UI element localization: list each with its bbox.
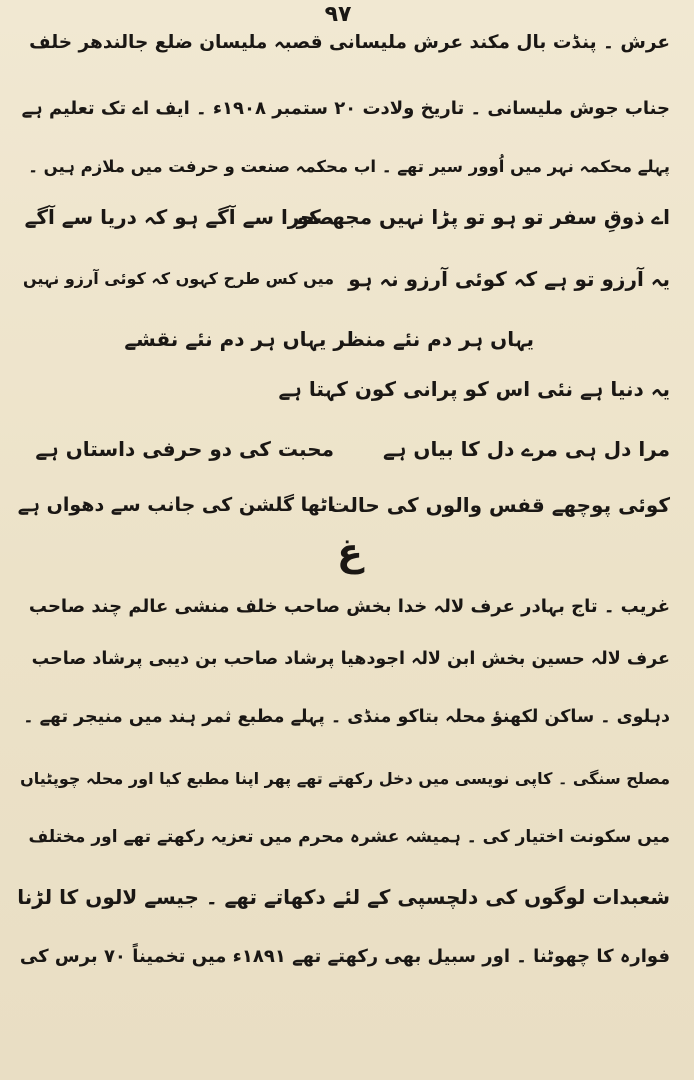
entry-line: جناب جوش ملیسانی ۔ تاریخ ولادت ۲۰ ستمبر ۱۹۰۸ء ۔ ایف اے تک تعلیم ہے (21, 98, 670, 119)
entry-line: میں سکونت اختیار کی ۔ ہمیشہ عشرہ محرم میں تعزیہ رکھتے تھے اور مختلف (28, 827, 670, 847)
entry-line: غریب ۔ تاج بہادر عرف لالہ خدا بخش صاحب خلف منشی عالم چند صاحب (28, 596, 670, 617)
verse-right: یہاں ہر دم نئے منظر یہاں ہر دم نئے نقشے (124, 327, 534, 351)
verse-right: اے ذوقِ سفر تو ہو تو پڑا نہیں مجھ کو (296, 205, 670, 229)
verse-left: صحرا سے آگے ہو کہ دریا سے آگے (24, 205, 334, 229)
entry-line: مصلح سنگی ۔ کاپی نویسی میں دخل رکھتے تھے پھر اپنا مطبع کیا اور محلہ چوپٹیاں (20, 769, 670, 788)
entry-line: عرش ۔ پنڈت بال مکند عرش ملیسانی قصبہ ملیسان ضلع جالندھر خلف (29, 32, 670, 53)
verse-left: اٹھا گلشن کی جانب سے دھواں ہے (17, 494, 334, 516)
verse-left: محبت کی دو حرفی داستاں ہے (35, 437, 334, 461)
page-number: ۹۷ (324, 2, 352, 27)
entry-line: عرف لالہ حسین بخش ابن لالہ اجودھیا پرشاد صاحب بن دیبی پرشاد صاحب (31, 649, 670, 669)
verse-right: مرا دل ہی مرے دل کا بیاں ہے (383, 437, 670, 461)
verse-left: میں کس طرح کہوں کہ کوئی آرزو نہیں (22, 269, 334, 288)
entry-line: فوارہ کا چھوٹنا ۔ اور سبیل بھی رکھتے تھے ۱۸۹۱ء میں تخمیناً ۷۰ برس کی (19, 946, 670, 967)
verse-right: کوئی پوچھے قفس والوں کی حالت (329, 493, 670, 517)
entry-line: شعبدات لوگوں کی دلچسپی کے لئے دکھاتے تھے ۔ جیسے لالوں کا لڑنا (17, 885, 670, 909)
verse-right: یہ دنیا ہے نئی اس کو پرانی کون کہتا ہے (278, 377, 670, 401)
section-heading: غ (337, 530, 363, 574)
entry-line: پہلے محکمہ نہر میں اُوور سیر تھے ۔ اب محکمہ صنعت و حرفت میں ملازم ہیں ۔ (28, 157, 670, 176)
verse-right: یہ آرزو تو ہے کہ کوئی آرزو نہ ہو (348, 267, 670, 291)
entry-line: دہلوی ۔ ساکن لکھنؤ محلہ بتاکو منڈی ۔ پہلے مطبع ثمر ہند میں منیجر تھے ۔ (23, 707, 670, 727)
